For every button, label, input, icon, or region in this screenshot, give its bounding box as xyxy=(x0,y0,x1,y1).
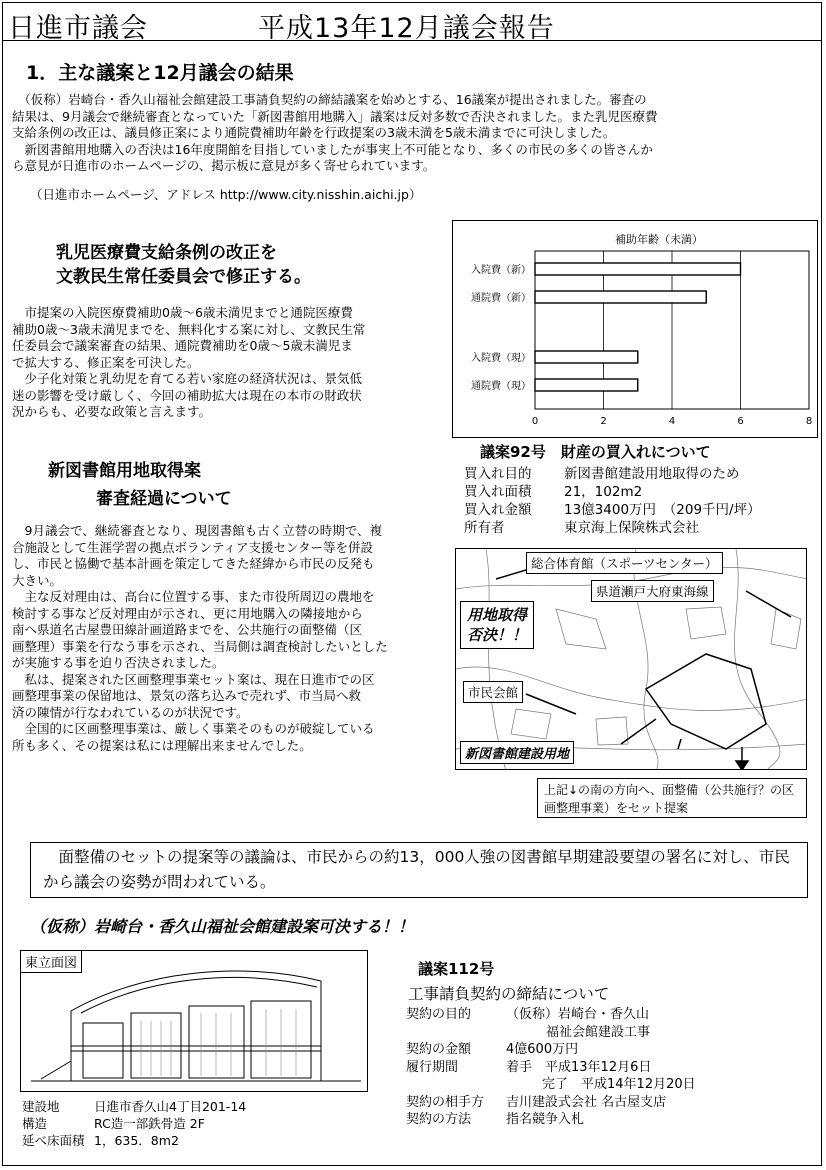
section3-body xyxy=(12,523,452,754)
x-tick-label: 0 xyxy=(531,416,539,427)
chart-svg xyxy=(453,221,819,439)
bill92-key: 所有者 xyxy=(464,520,505,536)
map-label-road: 県道瀬戸大府東海線 xyxy=(591,580,714,602)
section2-heading-line1: 乳児医療費支給条例の改正を xyxy=(56,243,277,263)
section3-line: 大きい。 xyxy=(12,572,63,588)
contract-row xyxy=(406,1024,696,1042)
contract-key: 契約の方法 xyxy=(406,1112,472,1127)
section2-line: 任委員会で議案審査の結果、通院費補助を0歳～5歳未満児ま xyxy=(12,338,353,353)
x-tick-label: 2 xyxy=(600,416,607,427)
report-title: 平成13年12月議会報告 xyxy=(258,13,555,44)
contract-table xyxy=(406,1006,696,1129)
bill112-subtitle: 工事請負契約の締結について xyxy=(408,985,610,1003)
section1-line: 結果は、9月議会で継続審査となっていた「新図書館用地購入」議案は反対多数で否決されました。また乳児医療費 xyxy=(12,108,658,124)
section3-line: が実施する事を迫り否決されました。 xyxy=(12,655,225,670)
contract-key: 履行期間 xyxy=(406,1059,459,1075)
elevation-drawing xyxy=(20,950,368,1092)
section3-line: 南へ県道名古屋豊田線計画道路までを、公共施行の面整備（区 xyxy=(12,622,363,637)
bill92-key: 買入れ金額 xyxy=(464,502,532,518)
section3-line: 済の陳情が行なわれているのが状況です。 xyxy=(12,704,249,720)
bill92-value: 東京海上保険株式会社 xyxy=(564,520,699,536)
section3-heading-line2: 審査経過について xyxy=(96,489,232,509)
category-label: 入院費（現） xyxy=(471,353,531,364)
spec-value: RC造一部鉄骨造 2F xyxy=(94,1116,205,1131)
section3-line: 画整理）事業を行なう事を示され、当局側は調査検討したいとした xyxy=(12,638,388,654)
section3-line: し、市民と協働で基本計画を策定してきた経緯から市民の反発も xyxy=(12,556,375,571)
bar xyxy=(535,263,741,275)
contract-value: 着手 平成13年12月6日 xyxy=(506,1059,652,1075)
section3-line: 画整理事業の保留地は、景気の落ち込みで売れず、市当局へ救 xyxy=(12,688,362,703)
contract-value: 吉川建設式会社 名古屋支店 xyxy=(506,1094,667,1110)
elevation-label: 東立面図 xyxy=(21,951,82,973)
section2-heading-line2: 文教民生常任委員会で修正する。 xyxy=(56,267,311,287)
map-label-rejected-line2: 否決！！ xyxy=(467,626,528,644)
bill92-key: 買入れ目的 xyxy=(464,466,532,482)
contract-row xyxy=(406,1111,696,1129)
bill92-row xyxy=(464,483,761,501)
section2-body xyxy=(12,305,452,421)
spec-key: 建設地 xyxy=(22,1099,60,1114)
contract-row xyxy=(406,1076,696,1094)
section1-heading: 1．主な議案と12月議会の結果 xyxy=(26,62,294,84)
spec-value: 日進市香久山4丁目201-14 xyxy=(94,1099,247,1114)
x-tick-label: 8 xyxy=(805,416,813,427)
section3-line: 所も多く、その提案は私には理解出来ませんでした。 xyxy=(12,737,312,753)
map-note: 上記↓の南の方向へ、面整備（公共施行？の区画整理事業）をセット提案 xyxy=(537,778,807,818)
spec-key: 延べ床面積 xyxy=(22,1133,85,1148)
section3-heading-line1: 新図書館用地取得案 xyxy=(48,461,201,481)
chart-title: 補助年齢（未満） xyxy=(615,233,703,246)
map-label-rejected-line1: 用地取得 xyxy=(467,606,528,624)
contract-row xyxy=(406,1059,696,1077)
bar xyxy=(535,379,638,391)
map-label-rejected xyxy=(460,601,534,649)
contract-key: 契約の相手方 xyxy=(406,1094,485,1110)
section1-line: 新図書館用地購入の否決は16年度開館を目指していましたが事実上不可能となり、多くの市民の多くの皆さんか xyxy=(12,141,653,157)
section1-line: 支給条例の改正は、議員修正案により通院費補助年齢を行政提案の3歳未満を5歳未満までに可決しました。 xyxy=(12,125,616,140)
building-specs xyxy=(22,1098,246,1149)
category-label: 入院費（新） xyxy=(471,265,531,276)
bill92-row xyxy=(464,501,761,519)
contract-value: （仮称）岩崎台・香久山 xyxy=(506,1007,650,1022)
bar xyxy=(535,351,638,363)
section4-heading: （仮称）岩崎台・香久山福祉会館建設案可決する！！ xyxy=(30,917,415,936)
section2-line: 市提案の入院医療費補助0歳～6歳未満児までと通院医療費 xyxy=(12,305,353,320)
bill92-value: 新図書館建設用地取得のため xyxy=(564,466,740,482)
spec-value: 1，635．8m2 xyxy=(94,1133,179,1148)
bar xyxy=(535,291,706,303)
homepage-url-note[interactable]: （日進市ホームページ、アドレス http://www.city.nisshin.aichi.jp） xyxy=(30,187,422,202)
section3-line: 検討する事など反対理由が示され、更に用地購入の隣接地から xyxy=(12,605,363,621)
section3-line: 9月議会で、継続審査となり、現図書館も古く立替の時期で、複 xyxy=(12,523,382,538)
bill112-title: 議案112号 xyxy=(418,960,495,978)
section2-line: で拡大する、修正案を可決した。 xyxy=(12,354,200,370)
section1-line: ら意見が日進市のホームページの、掲示板に意見が多く寄せられています。 xyxy=(12,158,436,173)
x-tick-label: 4 xyxy=(668,416,676,427)
contract-value: 福祉会館建設工事 xyxy=(546,1024,651,1040)
spec-row xyxy=(22,1098,246,1115)
contract-row xyxy=(406,1041,696,1059)
category-label: 通院費（新） xyxy=(471,293,531,304)
site-map xyxy=(455,548,807,770)
section2-line: 補助0歳～3歳未満児までを、無料化する案に対し、文教民生常 xyxy=(12,321,366,337)
map-label-hall: 市民会館 xyxy=(463,681,523,703)
spec-key: 構造 xyxy=(22,1116,48,1131)
bill92-table xyxy=(464,465,761,537)
bill92-row xyxy=(464,519,761,537)
contract-key: 契約の金額 xyxy=(406,1042,472,1057)
subsidy-age-chart xyxy=(452,220,818,438)
section3-line: 全国的に区画整理事業は、厳しく事業そのものが破綻している xyxy=(12,721,375,736)
spec-row xyxy=(22,1132,246,1149)
map-label-site: 新図書館建設用地 xyxy=(460,741,574,764)
bill92-key: 買入れ面積 xyxy=(464,484,532,500)
contract-row xyxy=(406,1094,696,1112)
section3-line: 合施設として生涯学習の拠点ボランティア支援センター等を併設 xyxy=(12,539,374,555)
x-tick-label: 6 xyxy=(737,416,744,427)
council-title: 日進市議会 xyxy=(8,13,148,44)
section1-line: （仮称）岩崎台・香久山福祉会館建設工事請負契約の締結議案を始めとする、16議案が提出されました。審査の xyxy=(12,92,647,107)
category-label: 通院費（現） xyxy=(471,381,531,392)
contract-value: 4億600万円 xyxy=(506,1042,579,1057)
section2-line: 迷の影響を受け厳しく、今回の補助拡大は現在の本市の財政状 xyxy=(12,387,362,403)
contract-key: 契約の目的 xyxy=(406,1007,472,1022)
contract-row xyxy=(406,1006,696,1024)
contract-value: 指名競争入札 xyxy=(506,1112,585,1127)
map-label-gym: 総合体育館（スポーツセンター） xyxy=(526,552,723,574)
section3-line: 私は、提案された区画整理事業セット案は、現在日進市での区 xyxy=(12,671,375,687)
bill92-value: 13億3400万円 （209千円/坪） xyxy=(564,502,761,518)
bill92-row xyxy=(464,465,761,483)
section3-line: 主な反対理由は、高台に位置する事、また市役所周辺の農地を xyxy=(12,589,375,604)
notice-box: 面整備のセットの提案等の議論は、市民からの約13，000人強の図書館早期建設要望の署名に対し、市民から議会の姿勢が問われている。 xyxy=(30,842,808,898)
spec-row xyxy=(22,1115,246,1132)
bill92-title: 議案92号 財産の買入れについて xyxy=(480,443,711,461)
section2-line: 況からも、必要な政策と言えます。 xyxy=(12,404,212,419)
section1-body xyxy=(12,92,812,175)
section2-line: 少子化対策と乳幼児を育てる若い家庭の経済状況は、景気低 xyxy=(12,371,363,386)
bill92-value: 21，102m2 xyxy=(564,484,643,500)
contract-value: 完了 平成14年12月20日 xyxy=(542,1077,696,1092)
